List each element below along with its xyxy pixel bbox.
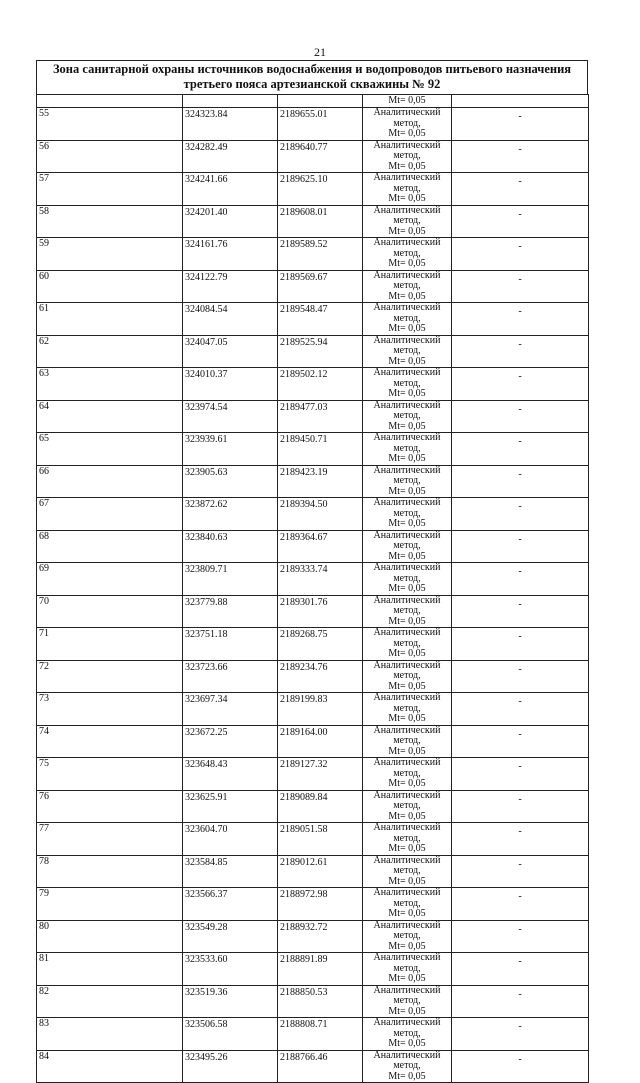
coordinate-x: 324323.84: [183, 108, 278, 141]
coordinate-x: 324122.79: [183, 270, 278, 303]
method-label: Аналитический метод,: [373, 854, 441, 876]
method-cell: [363, 920, 452, 953]
accuracy-label: Mt= 0,05: [388, 323, 426, 334]
error-cell: -: [452, 595, 589, 628]
coordinate-y: 2189089.84: [278, 790, 363, 823]
method-cell: [363, 465, 452, 498]
carryover-method: Mt= 0,05: [363, 95, 452, 108]
method-label: Аналитический метод,: [373, 529, 441, 551]
error-cell: -: [452, 368, 589, 401]
coordinate-x: 323566.37: [183, 888, 278, 921]
coordinate-x: 323672.25: [183, 725, 278, 758]
accuracy-label: Mt= 0,05: [388, 1038, 426, 1049]
coordinate-x: 324047.05: [183, 335, 278, 368]
point-number: 70: [37, 595, 183, 628]
coordinate-x: 323779.88: [183, 595, 278, 628]
method-cell: [363, 140, 452, 173]
accuracy-label: Mt= 0,05: [388, 843, 426, 854]
table-row: [37, 368, 589, 401]
method-cell: [363, 335, 452, 368]
method-cell: [363, 400, 452, 433]
coordinate-y: 2189012.61: [278, 855, 363, 888]
point-number: 67: [37, 498, 183, 531]
coordinate-y: 2189333.74: [278, 563, 363, 596]
method-label: Аналитический метод,: [373, 432, 441, 454]
coordinate-x: 323519.36: [183, 985, 278, 1018]
method-cell: [363, 108, 452, 141]
error-cell: -: [452, 725, 589, 758]
table-row: [37, 628, 589, 661]
method-cell: [363, 498, 452, 531]
coordinate-y: 2189625.10: [278, 173, 363, 206]
carryover-row: [37, 95, 589, 108]
error-cell: -: [452, 108, 589, 141]
accuracy-label: Mt= 0,05: [388, 810, 426, 822]
accuracy-label: Mt= 0,05: [388, 583, 426, 594]
table-row: [37, 433, 589, 466]
method-cell: [363, 628, 452, 661]
error-cell: -: [452, 205, 589, 238]
error-cell: -: [452, 628, 589, 661]
method-label: Аналитический метод,: [373, 302, 441, 324]
accuracy-label: Mt= 0,05: [388, 745, 426, 757]
table-title: [36, 60, 588, 94]
method-label: Аналитический метод,: [373, 497, 441, 519]
coordinate-y: 2188766.46: [278, 1050, 363, 1083]
coordinate-y: 2188808.71: [278, 1018, 363, 1051]
coordinate-y: 2189423.19: [278, 465, 363, 498]
method-cell: [363, 595, 452, 628]
table-row: [37, 953, 589, 986]
point-number: 84: [37, 1050, 183, 1083]
point-number: 79: [37, 888, 183, 921]
table-row: [37, 335, 589, 368]
coordinate-y: 2189569.67: [278, 270, 363, 303]
error-cell: -: [452, 953, 589, 986]
coordinate-x: 323625.91: [183, 790, 278, 823]
method-label: Аналитический метод,: [373, 984, 441, 1006]
table-row: [37, 270, 589, 303]
accuracy-label: Mt= 0,05: [388, 713, 426, 724]
accuracy-label: Mt= 0,05: [388, 193, 426, 204]
table-row: [37, 725, 589, 758]
table-row: [37, 108, 589, 141]
error-cell: -: [452, 335, 589, 368]
coordinate-x: 323974.54: [183, 400, 278, 433]
method-label: Аналитический метод,: [373, 367, 441, 389]
coordinate-x: 324010.37: [183, 368, 278, 401]
coordinate-x: 323697.34: [183, 693, 278, 726]
table-row: [37, 855, 589, 888]
document-sheet: [36, 60, 588, 1083]
table-row: [37, 693, 589, 726]
accuracy-label: Mt= 0,05: [388, 778, 426, 789]
error-cell: -: [452, 140, 589, 173]
coordinate-y: 2189477.03: [278, 400, 363, 433]
error-cell: -: [452, 660, 589, 693]
carryover-cell: [278, 95, 363, 108]
accuracy-label: Mt= 0,05: [388, 615, 426, 627]
accuracy-label: Mt= 0,05: [388, 388, 426, 399]
coordinate-y: 2188850.53: [278, 985, 363, 1018]
point-number: 59: [37, 238, 183, 271]
method-label: Аналитический метод,: [373, 399, 441, 421]
accuracy-label: Mt= 0,05: [388, 680, 426, 692]
method-cell: [363, 563, 452, 596]
coordinate-x: 324282.49: [183, 140, 278, 173]
table-row: [37, 888, 589, 921]
method-label: Аналитический метод,: [373, 887, 441, 909]
method-cell: [363, 303, 452, 336]
accuracy-label: Mt= 0,05: [388, 550, 426, 562]
point-number: 80: [37, 920, 183, 953]
coordinate-x: 323604.70: [183, 823, 278, 856]
point-number: 58: [37, 205, 183, 238]
coordinate-y: 2189548.47: [278, 303, 363, 336]
point-number: 55: [37, 108, 183, 141]
method-label: Аналитический метод,: [373, 692, 441, 714]
method-cell: [363, 368, 452, 401]
coordinate-y: 2189051.58: [278, 823, 363, 856]
method-label: Аналитический метод,: [373, 594, 441, 616]
method-label: Аналитический метод,: [373, 204, 441, 226]
coordinate-x: 324084.54: [183, 303, 278, 336]
point-number: 83: [37, 1018, 183, 1051]
method-label: Аналитический метод,: [373, 822, 441, 844]
coordinate-y: 2189127.32: [278, 758, 363, 791]
error-cell: -: [452, 400, 589, 433]
table-row: [37, 1050, 589, 1083]
coordinate-y: 2189394.50: [278, 498, 363, 531]
coordinate-y: 2189301.76: [278, 595, 363, 628]
coordinate-x: 323584.85: [183, 855, 278, 888]
coordinate-x: 323723.66: [183, 660, 278, 693]
point-number: 77: [37, 823, 183, 856]
method-cell: [363, 953, 452, 986]
carryover-cell: [452, 95, 589, 108]
coordinate-y: 2188932.72: [278, 920, 363, 953]
accuracy-label: Mt= 0,05: [388, 420, 426, 432]
error-cell: -: [452, 173, 589, 206]
point-number: 73: [37, 693, 183, 726]
table-row: [37, 530, 589, 563]
accuracy-label: Mt= 0,05: [388, 648, 426, 659]
method-label: Аналитический метод,: [373, 1017, 441, 1039]
carryover-cell: [183, 95, 278, 108]
point-number: 76: [37, 790, 183, 823]
method-label: Аналитический метод,: [373, 139, 441, 161]
point-number: 65: [37, 433, 183, 466]
table-row: [37, 140, 589, 173]
method-label: Аналитический метод,: [373, 237, 441, 259]
table-row: [37, 790, 589, 823]
accuracy-label: Mt= 0,05: [388, 355, 426, 367]
method-cell: [363, 433, 452, 466]
method-cell: [363, 530, 452, 563]
error-cell: -: [452, 433, 589, 466]
accuracy-label: Mt= 0,05: [388, 160, 426, 172]
coordinate-y: 2189450.71: [278, 433, 363, 466]
error-cell: -: [452, 498, 589, 531]
error-cell: -: [452, 855, 589, 888]
point-number: 62: [37, 335, 183, 368]
coordinate-x: 323533.60: [183, 953, 278, 986]
table-row: [37, 1018, 589, 1051]
accuracy-label: Mt= 0,05: [388, 940, 426, 952]
coordinate-y: 2189364.67: [278, 530, 363, 563]
coordinate-y: 2189608.01: [278, 205, 363, 238]
coordinate-x: 323751.18: [183, 628, 278, 661]
accuracy-label: Mt= 0,05: [388, 453, 426, 464]
coordinate-y: 2189655.01: [278, 108, 363, 141]
coordinate-y: 2189268.75: [278, 628, 363, 661]
coordinate-y: 2189589.52: [278, 238, 363, 271]
method-cell: [363, 985, 452, 1018]
table-row: [37, 595, 589, 628]
coordinate-y: 2188972.98: [278, 888, 363, 921]
accuracy-label: Mt= 0,05: [388, 1070, 426, 1082]
coordinate-x: 323506.58: [183, 1018, 278, 1051]
table-row: [37, 303, 589, 336]
method-cell: [363, 205, 452, 238]
accuracy-label: Mt= 0,05: [388, 485, 426, 497]
coordinates-table: [36, 94, 589, 1083]
point-number: 57: [37, 173, 183, 206]
method-label: Аналитический метод,: [373, 107, 441, 129]
accuracy-label: Mt= 0,05: [388, 1005, 426, 1017]
method-label: Аналитический метод,: [373, 464, 441, 486]
table-row: [37, 920, 589, 953]
point-number: 64: [37, 400, 183, 433]
error-cell: -: [452, 920, 589, 953]
method-cell: [363, 238, 452, 271]
method-label: Аналитический метод,: [373, 334, 441, 356]
error-cell: -: [452, 303, 589, 336]
method-label: Аналитический метод,: [373, 562, 441, 584]
method-label: Аналитический метод,: [373, 757, 441, 779]
table-row: [37, 400, 589, 433]
coordinate-y: 2189199.83: [278, 693, 363, 726]
carryover-cell: [37, 95, 183, 108]
method-cell: [363, 660, 452, 693]
error-cell: -: [452, 270, 589, 303]
point-number: 71: [37, 628, 183, 661]
point-number: 81: [37, 953, 183, 986]
method-cell: [363, 758, 452, 791]
method-cell: [363, 173, 452, 206]
method-label: Аналитический метод,: [373, 952, 441, 974]
table-row: [37, 563, 589, 596]
table-row: [37, 205, 589, 238]
method-label: Аналитический метод,: [373, 269, 441, 291]
error-cell: -: [452, 1018, 589, 1051]
coordinate-x: 323549.28: [183, 920, 278, 953]
coordinate-x: 323648.43: [183, 758, 278, 791]
table-row: [37, 238, 589, 271]
coordinate-x: 323939.61: [183, 433, 278, 466]
coordinate-x: 323809.71: [183, 563, 278, 596]
table-row: [37, 465, 589, 498]
error-cell: -: [452, 888, 589, 921]
method-cell: [363, 725, 452, 758]
coordinate-y: 2189234.76: [278, 660, 363, 693]
error-cell: -: [452, 1050, 589, 1083]
point-number: 68: [37, 530, 183, 563]
point-number: 63: [37, 368, 183, 401]
accuracy-label: Mt= 0,05: [388, 290, 426, 302]
table-row: [37, 823, 589, 856]
coordinate-y: 2189502.12: [278, 368, 363, 401]
method-label: Аналитический метод,: [373, 724, 441, 746]
method-cell: [363, 888, 452, 921]
error-cell: -: [452, 985, 589, 1018]
coordinate-y: 2189525.94: [278, 335, 363, 368]
error-cell: -: [452, 465, 589, 498]
error-cell: -: [452, 530, 589, 563]
method-cell: [363, 1050, 452, 1083]
table-row: [37, 173, 589, 206]
error-cell: -: [452, 563, 589, 596]
method-cell: [363, 270, 452, 303]
coordinate-x: 323495.26: [183, 1050, 278, 1083]
method-label: Аналитический метод,: [373, 789, 441, 811]
method-label: Аналитический метод,: [373, 1049, 441, 1071]
coordinate-x: 323872.62: [183, 498, 278, 531]
coordinate-x: 324161.76: [183, 238, 278, 271]
error-cell: -: [452, 758, 589, 791]
table-row: [37, 498, 589, 531]
point-number: 66: [37, 465, 183, 498]
coordinate-x: 323840.63: [183, 530, 278, 563]
error-cell: -: [452, 823, 589, 856]
coordinate-y: 2189640.77: [278, 140, 363, 173]
point-number: 69: [37, 563, 183, 596]
accuracy-label: Mt= 0,05: [388, 258, 426, 269]
method-cell: [363, 693, 452, 726]
method-cell: [363, 823, 452, 856]
point-number: 61: [37, 303, 183, 336]
title-line-1: Зона санитарной охраны источников водоснабжения и водопроводов питьевого назначения: [52, 62, 572, 76]
coordinate-x: 324241.66: [183, 173, 278, 206]
error-cell: -: [452, 238, 589, 271]
point-number: 72: [37, 660, 183, 693]
error-cell: -: [452, 790, 589, 823]
point-number: 56: [37, 140, 183, 173]
point-number: 60: [37, 270, 183, 303]
error-cell: -: [452, 693, 589, 726]
method-cell: [363, 790, 452, 823]
coordinate-y: 2188891.89: [278, 953, 363, 986]
point-number: 78: [37, 855, 183, 888]
point-number: 75: [37, 758, 183, 791]
coordinate-x: 324201.40: [183, 205, 278, 238]
accuracy-label: Mt= 0,05: [388, 973, 426, 984]
point-number: 82: [37, 985, 183, 1018]
method-label: Аналитический метод,: [373, 172, 441, 194]
accuracy-label: Mt= 0,05: [388, 518, 426, 529]
coordinate-y: 2189164.00: [278, 725, 363, 758]
method-cell: [363, 1018, 452, 1051]
table-row: [37, 660, 589, 693]
method-label: Аналитический метод,: [373, 659, 441, 681]
page-number: 21: [314, 45, 326, 59]
accuracy-label: Mt= 0,05: [388, 908, 426, 919]
table-row: [37, 985, 589, 1018]
method-cell: [363, 855, 452, 888]
accuracy-label: Mt= 0,05: [388, 128, 426, 139]
method-label: Аналитический метод,: [373, 919, 441, 941]
table-row: [37, 758, 589, 791]
point-number: 74: [37, 725, 183, 758]
coordinate-x: 323905.63: [183, 465, 278, 498]
method-label: Аналитический метод,: [373, 627, 441, 649]
accuracy-label: Mt= 0,05: [388, 225, 426, 237]
title-line-2: третьего пояса артезианской скважины № 92: [183, 77, 441, 91]
accuracy-label: Mt= 0,05: [388, 875, 426, 887]
